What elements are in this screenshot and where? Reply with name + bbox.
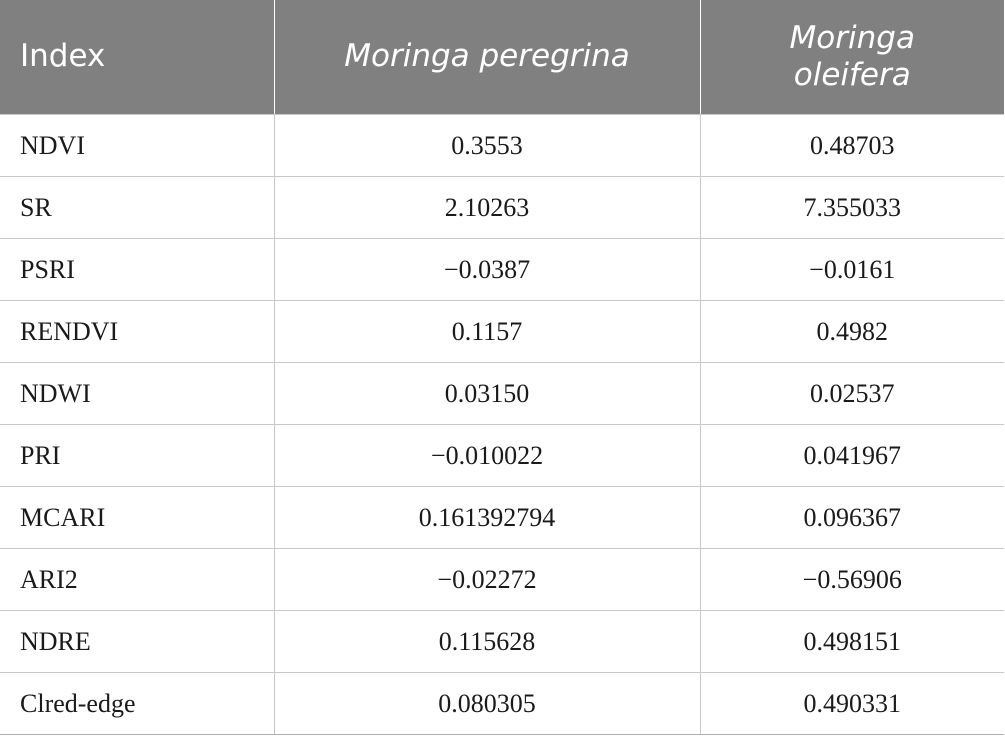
cell-moringa-oleifera: 0.4982 — [700, 301, 1004, 363]
cell-moringa-oleifera: 0.096367 — [700, 487, 1004, 549]
cell-moringa-oleifera: 0.48703 — [700, 115, 1004, 177]
cell-index: NDVI — [0, 115, 274, 177]
table-row — [0, 115, 1004, 177]
cell-moringa-peregrina: 0.161392794 — [274, 487, 700, 549]
table-row — [0, 301, 1004, 363]
cell-moringa-oleifera: 0.498151 — [700, 611, 1004, 673]
cell-index: SR — [0, 177, 274, 239]
header-index: Index — [0, 0, 274, 115]
header-moringa-peregrina: Moringa peregrina — [274, 0, 700, 115]
table-row — [0, 425, 1004, 487]
cell-moringa-peregrina: 0.1157 — [274, 301, 700, 363]
cell-index: NDRE — [0, 611, 274, 673]
cell-moringa-oleifera: 0.041967 — [700, 425, 1004, 487]
table-row — [0, 177, 1004, 239]
cell-moringa-peregrina: 0.3553 — [274, 115, 700, 177]
cell-index: RENDVI — [0, 301, 274, 363]
cell-moringa-peregrina: 0.115628 — [274, 611, 700, 673]
cell-moringa-oleifera: −0.0161 — [700, 239, 1004, 301]
table-row — [0, 611, 1004, 673]
cell-moringa-peregrina: 0.080305 — [274, 673, 700, 735]
cell-index: Clred-edge — [0, 673, 274, 735]
cell-index: PSRI — [0, 239, 274, 301]
cell-moringa-oleifera: 7.355033 — [700, 177, 1004, 239]
cell-index: NDWI — [0, 363, 274, 425]
cell-index: PRI — [0, 425, 274, 487]
cell-moringa-peregrina: −0.010022 — [274, 425, 700, 487]
table-row — [0, 363, 1004, 425]
cell-moringa-oleifera: 0.490331 — [700, 673, 1004, 735]
cell-moringa-oleifera: −0.56906 — [700, 549, 1004, 611]
cell-moringa-peregrina: 0.03150 — [274, 363, 700, 425]
table-header — [0, 0, 1004, 115]
table-body — [0, 115, 1004, 735]
table-row — [0, 549, 1004, 611]
cell-moringa-peregrina: 2.10263 — [274, 177, 700, 239]
header-moringa-oleifera: Moringa oleifera — [700, 0, 1004, 115]
cell-moringa-peregrina: −0.0387 — [274, 239, 700, 301]
cell-moringa-peregrina: −0.02272 — [274, 549, 700, 611]
cell-index: MCARI — [0, 487, 274, 549]
header-row — [0, 0, 1004, 115]
cell-index: ARI2 — [0, 549, 274, 611]
table-row — [0, 239, 1004, 301]
table-row — [0, 487, 1004, 549]
cell-moringa-oleifera: 0.02537 — [700, 363, 1004, 425]
table-row — [0, 673, 1004, 735]
